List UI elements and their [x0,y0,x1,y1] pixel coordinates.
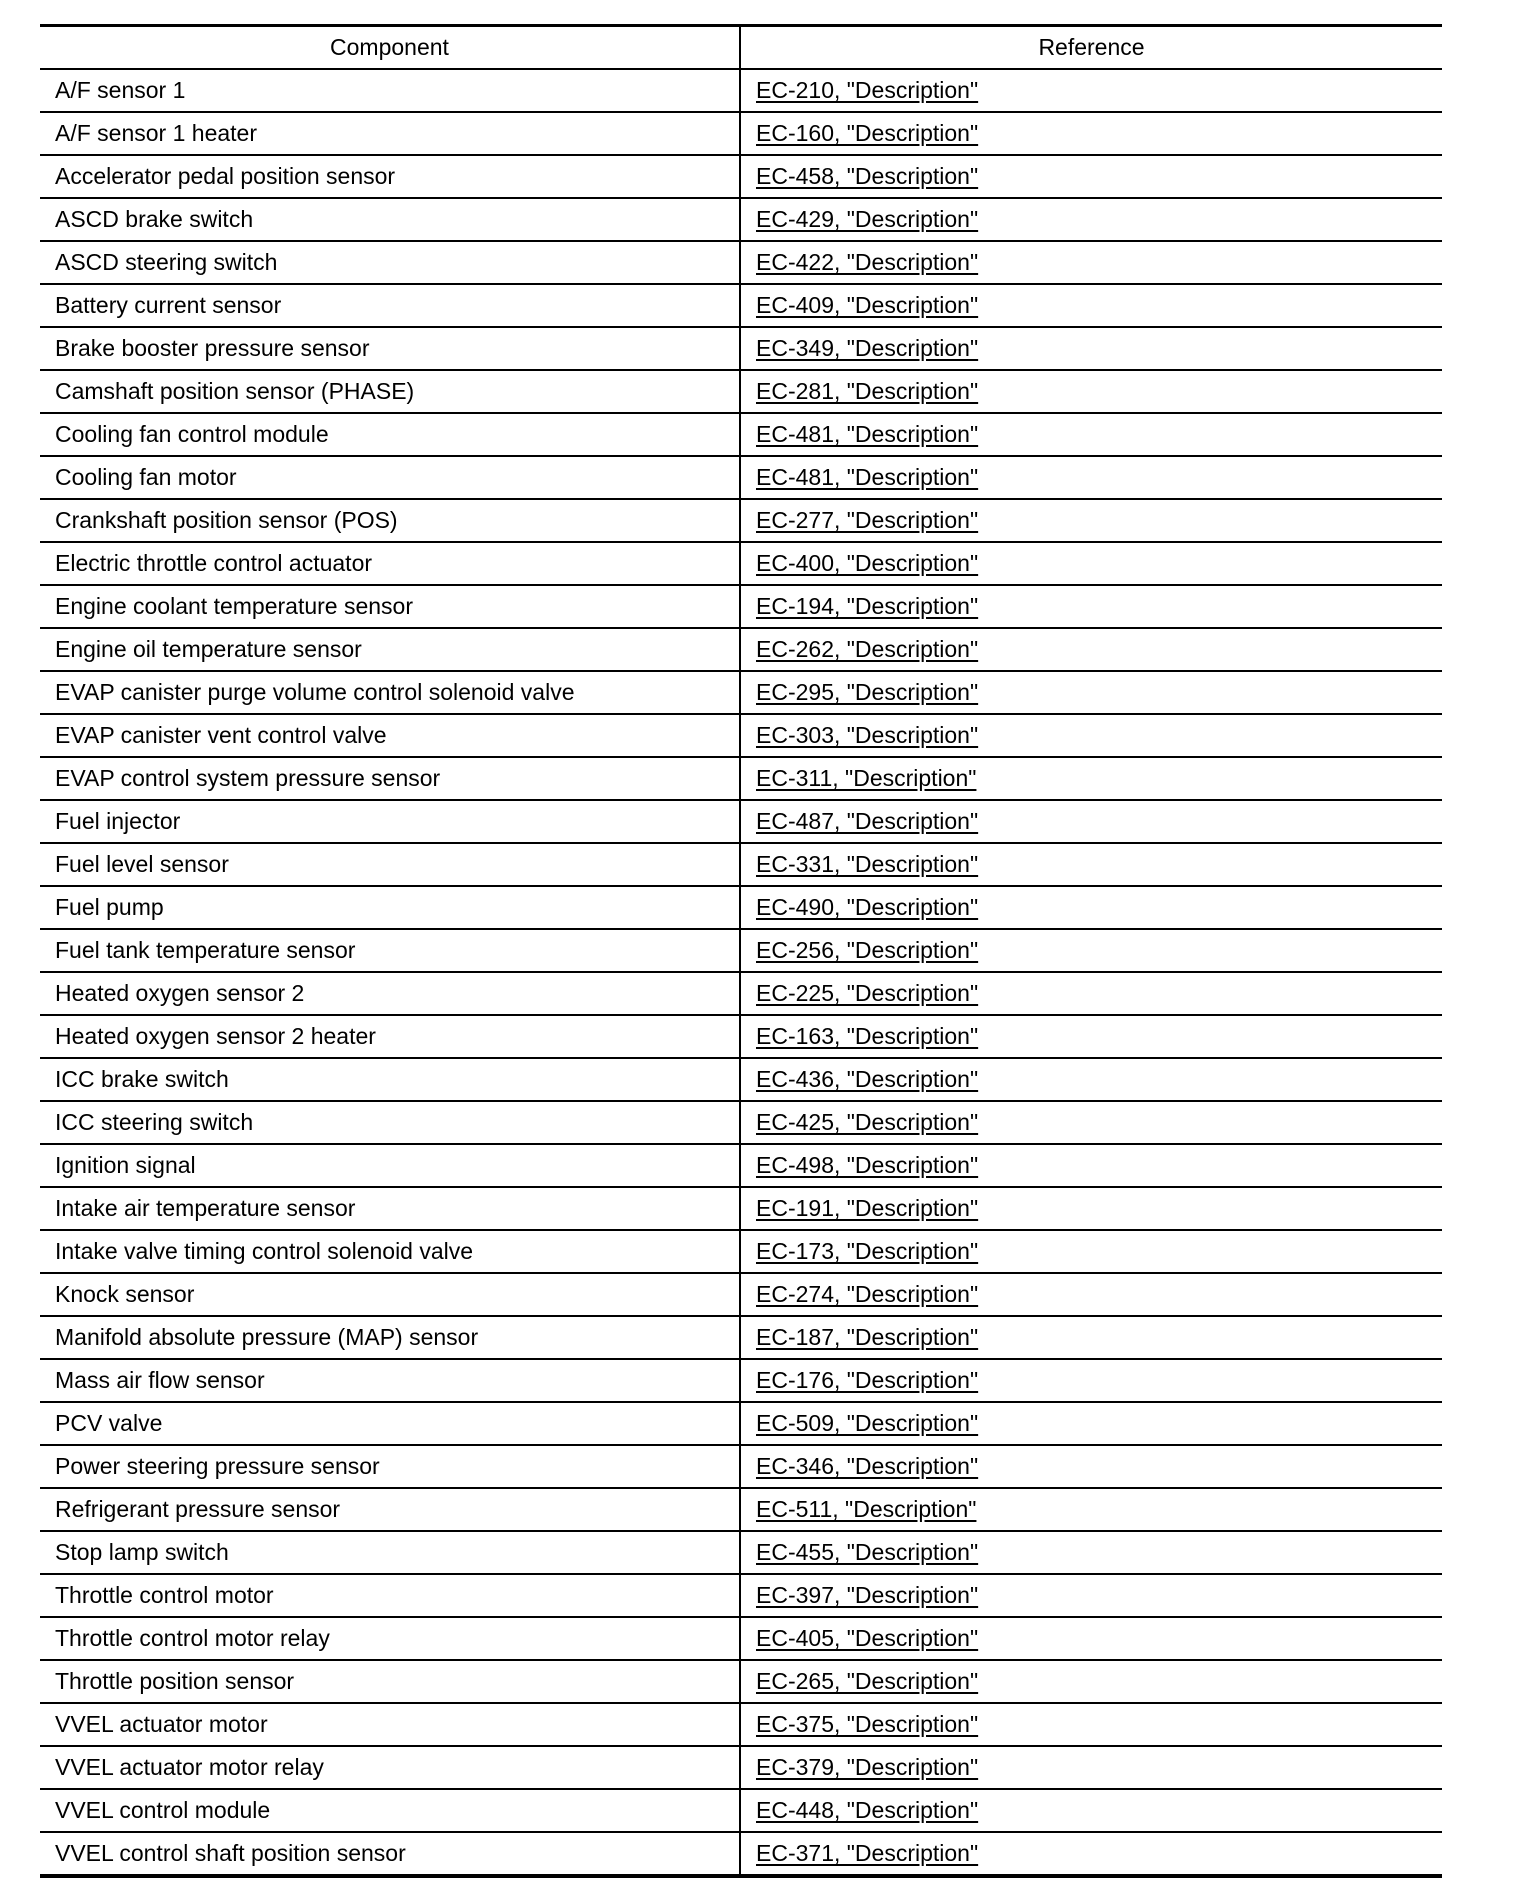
reference-link[interactable]: EC-425, "Description" [756,1109,979,1135]
reference-cell [740,1488,1442,1531]
component-name: Throttle position sensor [55,1668,295,1694]
table-row [40,843,1442,886]
reference-cell [740,1617,1442,1660]
table-body [40,69,1442,1876]
reference-link[interactable]: EC-379, "Description" [756,1754,979,1780]
table-row [40,1832,1442,1876]
table-row [40,671,1442,714]
component-cell [40,1015,740,1058]
table-row [40,628,1442,671]
reference-cell [740,69,1442,112]
component-cell [40,1660,740,1703]
table-row [40,1746,1442,1789]
reference-cell [740,413,1442,456]
reference-cell [740,929,1442,972]
reference-cell [740,1187,1442,1230]
component-cell [40,370,740,413]
component-cell [40,671,740,714]
table-row [40,972,1442,1015]
component-cell [40,155,740,198]
table-row [40,1402,1442,1445]
table-row [40,198,1442,241]
reference-cell [740,1789,1442,1832]
reference-column-header: Reference [740,26,1442,70]
reference-cell [740,843,1442,886]
component-cell [40,1617,740,1660]
component-name: ICC steering switch [55,1109,254,1135]
reference-link[interactable]: EC-295, "Description" [756,679,979,705]
component-name: Ignition signal [55,1152,196,1178]
table-row [40,284,1442,327]
component-cell [40,886,740,929]
component-name: Cooling fan motor [55,464,237,490]
component-name: VVEL control shaft position sensor [55,1840,406,1866]
reference-cell [740,198,1442,241]
reference-cell [740,241,1442,284]
reference-link[interactable]: EC-400, "Description" [756,550,979,576]
reference-link[interactable]: EC-349, "Description" [756,335,979,361]
table-row [40,1531,1442,1574]
component-name: Fuel level sensor [55,851,229,877]
component-name: EVAP canister purge volume control solenoid valve [55,679,575,705]
component-name: Fuel pump [55,894,164,920]
table-row [40,542,1442,585]
reference-cell [740,585,1442,628]
table-row [40,370,1442,413]
component-reference-table [40,24,1442,1878]
component-cell [40,1058,740,1101]
reference-link[interactable]: EC-498, "Description" [756,1152,979,1178]
table-row [40,1144,1442,1187]
component-cell [40,241,740,284]
table-row [40,1359,1442,1402]
component-cell [40,1531,740,1574]
component-cell [40,456,740,499]
component-cell [40,112,740,155]
reference-link[interactable]: EC-509, "Description" [756,1410,979,1436]
reference-link[interactable]: EC-458, "Description" [756,163,979,189]
reference-link[interactable]: EC-303, "Description" [756,722,979,748]
component-name: ICC brake switch [55,1066,229,1092]
table-row [40,69,1442,112]
table-row [40,1488,1442,1531]
reference-link[interactable]: EC-163, "Description" [756,1023,979,1049]
reference-cell [740,628,1442,671]
reference-link[interactable]: EC-256, "Description" [756,937,979,963]
reference-cell [740,1746,1442,1789]
table-row [40,1101,1442,1144]
reference-cell [740,499,1442,542]
table-row [40,585,1442,628]
reference-link[interactable]: EC-173, "Description" [756,1238,979,1264]
reference-cell [740,327,1442,370]
reference-cell [740,1445,1442,1488]
component-name: Brake booster pressure sensor [55,335,370,361]
component-name: Crankshaft position sensor (POS) [55,507,398,533]
reference-link[interactable]: EC-371, "Description" [756,1840,979,1866]
reference-cell [740,714,1442,757]
reference-link[interactable]: EC-277, "Description" [756,507,979,533]
component-name: Fuel tank temperature sensor [55,937,356,963]
table-header [40,26,1442,70]
header-row [40,26,1442,70]
component-cell [40,1832,740,1876]
component-name: VVEL control module [55,1797,271,1823]
component-name: Intake valve timing control solenoid valve [55,1238,474,1264]
reference-link[interactable]: EC-481, "Description" [756,464,979,490]
component-cell [40,327,740,370]
reference-link[interactable]: EC-281, "Description" [756,378,979,404]
table-row [40,1617,1442,1660]
component-cell [40,1746,740,1789]
table-row [40,1273,1442,1316]
reference-link[interactable]: EC-405, "Description" [756,1625,979,1651]
reference-link[interactable]: EC-191, "Description" [756,1195,979,1221]
table-row [40,1187,1442,1230]
component-cell [40,714,740,757]
component-cell [40,198,740,241]
component-cell [40,1101,740,1144]
reference-cell [740,456,1442,499]
component-cell [40,972,740,1015]
component-name: Throttle control motor [55,1582,274,1608]
component-cell [40,843,740,886]
table-row [40,1574,1442,1617]
component-name: Heated oxygen sensor 2 [55,980,305,1006]
table-row [40,1703,1442,1746]
table-row [40,929,1442,972]
component-cell [40,757,740,800]
table-row [40,1445,1442,1488]
reference-link[interactable]: EC-429, "Description" [756,206,979,232]
reference-link[interactable]: EC-311, "Description" [756,765,977,791]
table-row [40,1660,1442,1703]
component-cell [40,1316,740,1359]
component-cell [40,628,740,671]
component-cell [40,1359,740,1402]
component-cell [40,1230,740,1273]
table-row [40,1316,1442,1359]
reference-cell [740,1660,1442,1703]
table-row [40,1230,1442,1273]
component-name: Power steering pressure sensor [55,1453,380,1479]
table-row [40,714,1442,757]
table-row [40,757,1442,800]
reference-cell [740,972,1442,1015]
table-row [40,456,1442,499]
reference-link[interactable]: EC-455, "Description" [756,1539,979,1565]
reference-link[interactable]: EC-187, "Description" [756,1324,979,1350]
table-row [40,886,1442,929]
component-name: ASCD brake switch [55,206,254,232]
reference-cell [740,284,1442,327]
reference-cell [740,1832,1442,1876]
reference-cell [740,1058,1442,1101]
component-name: PCV valve [55,1410,163,1436]
reference-link[interactable]: EC-262, "Description" [756,636,979,662]
component-cell [40,1402,740,1445]
reference-link[interactable]: EC-487, "Description" [756,808,979,834]
reference-link[interactable]: EC-436, "Description" [756,1066,979,1092]
component-name: ASCD steering switch [55,249,278,275]
reference-cell [740,1531,1442,1574]
component-name: Cooling fan control module [55,421,329,447]
table-row [40,499,1442,542]
table-row [40,155,1442,198]
component-name: VVEL actuator motor relay [55,1754,324,1780]
component-cell [40,1574,740,1617]
component-column-header: Component [40,26,740,70]
component-name: Throttle control motor relay [55,1625,330,1651]
component-name: Electric throttle control actuator [55,550,373,576]
reference-cell [740,1402,1442,1445]
reference-cell [740,1574,1442,1617]
component-name: Engine oil temperature sensor [55,636,362,662]
reference-link[interactable]: EC-375, "Description" [756,1711,979,1737]
component-name: Fuel injector [55,808,181,834]
reference-cell [740,1101,1442,1144]
component-name: A/F sensor 1 [55,77,186,103]
table-row [40,1789,1442,1832]
component-cell [40,1144,740,1187]
reference-cell [740,1144,1442,1187]
component-cell [40,542,740,585]
component-cell [40,1488,740,1531]
reference-cell [740,1273,1442,1316]
component-name: Knock sensor [55,1281,195,1307]
reference-link[interactable]: EC-448, "Description" [756,1797,979,1823]
component-name: Accelerator pedal position sensor [55,163,396,189]
component-name: EVAP canister vent control valve [55,722,387,748]
reference-link[interactable]: EC-274, "Description" [756,1281,979,1307]
component-cell [40,800,740,843]
table-row [40,800,1442,843]
reference-link[interactable]: EC-176, "Description" [756,1367,979,1393]
reference-cell [740,370,1442,413]
reference-link[interactable]: EC-346, "Description" [756,1453,979,1479]
component-name: Heated oxygen sensor 2 heater [55,1023,376,1049]
reference-cell [740,542,1442,585]
component-cell [40,499,740,542]
table-row [40,327,1442,370]
component-name: Stop lamp switch [55,1539,229,1565]
component-name: Refrigerant pressure sensor [55,1496,341,1522]
reference-link[interactable]: EC-225, "Description" [756,980,979,1006]
component-name: Mass air flow sensor [55,1367,265,1393]
reference-link[interactable]: EC-422, "Description" [756,249,979,275]
reference-cell [740,112,1442,155]
reference-link[interactable]: EC-194, "Description" [756,593,979,619]
component-cell [40,69,740,112]
reference-cell [740,1230,1442,1273]
reference-cell [740,1015,1442,1058]
component-name: EVAP control system pressure sensor [55,765,441,791]
component-name: Intake air temperature sensor [55,1195,356,1221]
reference-link[interactable]: EC-397, "Description" [756,1582,979,1608]
reference-link[interactable]: EC-481, "Description" [756,421,979,447]
reference-link[interactable]: EC-490, "Description" [756,894,979,920]
table-row [40,241,1442,284]
reference-cell [740,800,1442,843]
reference-cell [740,1359,1442,1402]
reference-link[interactable]: EC-160, "Description" [756,120,979,146]
reference-cell [740,1316,1442,1359]
component-name: Battery current sensor [55,292,282,318]
component-cell [40,1789,740,1832]
component-cell [40,413,740,456]
reference-cell [740,757,1442,800]
component-name: Camshaft position sensor (PHASE) [55,378,415,404]
reference-cell [740,671,1442,714]
component-cell [40,284,740,327]
reference-link[interactable]: EC-265, "Description" [756,1668,979,1694]
component-cell [40,1703,740,1746]
component-cell [40,929,740,972]
reference-link[interactable]: EC-331, "Description" [756,851,979,877]
component-name: VVEL actuator motor [55,1711,268,1737]
component-name: Manifold absolute pressure (MAP) sensor [55,1324,479,1350]
reference-cell [740,155,1442,198]
table-row [40,1058,1442,1101]
table-row [40,413,1442,456]
component-cell [40,1273,740,1316]
reference-link[interactable]: EC-210, "Description" [756,77,979,103]
component-cell [40,585,740,628]
reference-cell [740,1703,1442,1746]
component-cell [40,1445,740,1488]
component-cell [40,1187,740,1230]
reference-link[interactable]: EC-511, "Description" [756,1496,977,1522]
table-row [40,112,1442,155]
component-name: Engine coolant temperature sensor [55,593,413,619]
reference-cell [740,886,1442,929]
reference-link[interactable]: EC-409, "Description" [756,292,979,318]
component-name: A/F sensor 1 heater [55,120,257,146]
table-row [40,1015,1442,1058]
